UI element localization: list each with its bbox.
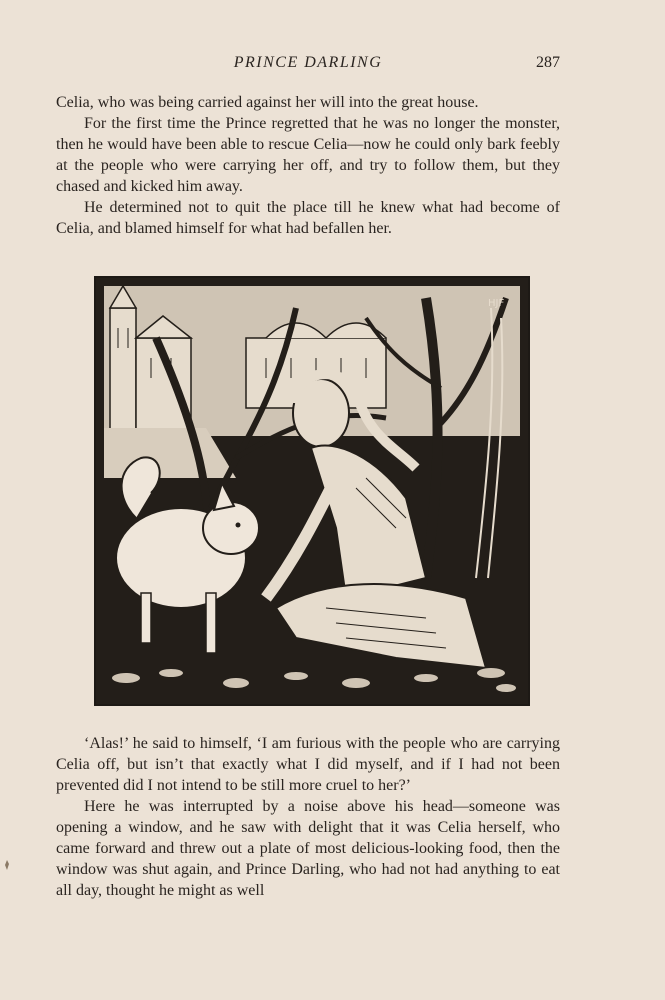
page-number: 287 <box>536 54 560 71</box>
paragraph: ‘Alas!’ he said to himself, ‘I am furious with the people who are carrying Celia off, but isn’t that exactly what I did myself, and if I had not been prevented did I not intend to be still more cruel to her?’ <box>56 735 560 794</box>
paragraph: Here he was interrupted by a noise above his head—someone was opening a window, and he saw with delight that it was Celia herself, who came forward and threw out a plate of most delicious-looking food, then the window was shut again, and Prince Darling, who had not had anything to eat all day, thought he might as well <box>56 798 560 899</box>
paragraph: For the first time the Prince regretted that he was no longer the monster, then he would have been able to rescue Celia—now he could only bark feebly at the people who were carrying her off, and try to follow them, but they chased and kicked him away. <box>56 115 560 195</box>
paragraph: He determined not to quit the place till he knew what had become of Celia, and blamed himself for what had befallen her. <box>56 199 560 237</box>
text-block-top <box>56 92 560 239</box>
paragraph: Celia, who was being carried against her will into the great house. <box>56 94 479 111</box>
page-header <box>56 54 560 78</box>
paper-speck <box>4 860 10 870</box>
illustration-artwork <box>96 278 528 704</box>
text-block-bottom <box>56 733 560 901</box>
monogram: HJF <box>488 298 505 309</box>
illustration-girl-with-dog <box>94 276 530 706</box>
running-title: PRINCE DARLING <box>233 54 383 71</box>
